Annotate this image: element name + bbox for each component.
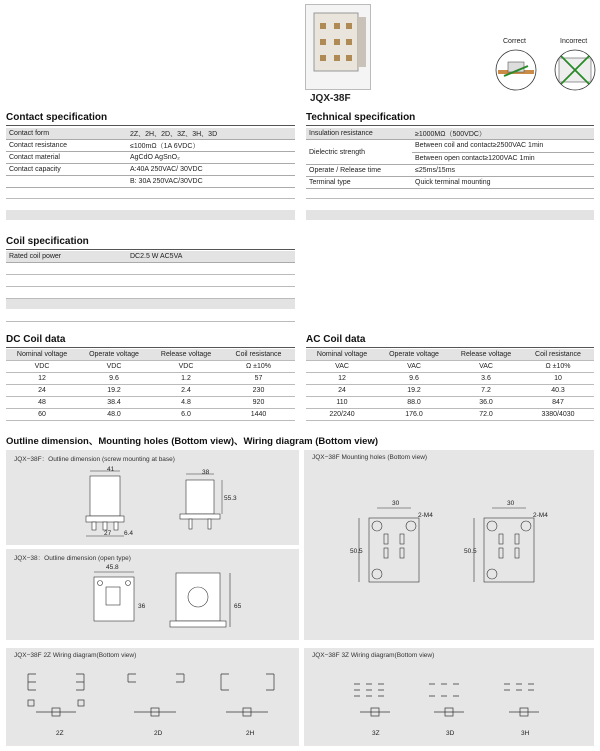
table-header: Nominal voltage Operate voltage Release voltage Coil resistance (6, 349, 295, 361)
ac-coil-title: AC Coil data (306, 334, 366, 345)
contact-spec-title: Contact specification (6, 112, 108, 123)
table-row: Between open contact≥1200VAC 1min (306, 152, 594, 165)
table-header: Nominal voltage Operate voltage Release voltage Coil resistance (306, 349, 594, 361)
dim-depth: 65 (234, 603, 242, 610)
table-row: 12 9.6 1.2 57 (6, 373, 295, 385)
product-model: JQX-38F (310, 93, 351, 104)
dim-base: 27 (104, 530, 112, 537)
mounting-holes-panel (304, 450, 594, 640)
table-row: Rated coil power DC2.5 W AC5VA (6, 251, 295, 263)
panel-caption: JQX−38F 3Z Wiring diagram(Bottom view) (312, 652, 435, 659)
dim-hole-spacing: 30 (392, 500, 400, 507)
incorrect-label: Incorrect (560, 38, 588, 45)
dim-hole-spacing: 30 (507, 500, 515, 507)
dim-hole-height: 50.5 (350, 548, 363, 555)
dc-coil-title: DC Coil data (6, 334, 66, 345)
ac-coil-table (306, 349, 594, 421)
outline-drawing (76, 464, 256, 544)
table-row: 110 88.0 36.0 847 (306, 397, 594, 409)
table-row: Contact capacity A:40A 250VAC/ 30VDC (6, 164, 295, 176)
technical-spec-title: Technical specification (306, 112, 416, 123)
dim-hole-height: 50.5 (464, 548, 477, 555)
panel-caption: JQX−38F 2Z Wiring diagram(Bottom view) (14, 652, 137, 659)
table-row: VDC VDC VDC Ω ±10% (6, 361, 295, 373)
open-type-panel (6, 549, 299, 640)
dim-thread: 2-M4 (418, 512, 433, 519)
table-row: 24 19.2 7.2 40.3 (306, 385, 594, 397)
table-row: 48 38.4 4.8 920 (6, 397, 295, 409)
dim-width: 45.8 (106, 564, 119, 571)
table-row: Operate / Release time ≤25ms/15ms (306, 165, 594, 177)
dc-coil-table (6, 349, 295, 421)
table-row: B: 30A 250VAC/30VDC (6, 176, 295, 188)
table-row: Terminal type Quick terminal mounting (306, 177, 594, 189)
outline-dimension-panel (6, 450, 299, 545)
table-row: 12 9.6 3.6 10 (306, 373, 594, 385)
table-row: 220/240 176.0 72.0 3380/4030 (306, 409, 594, 421)
wiring-label-2d: 2D (154, 730, 163, 737)
outline-title: Outline dimension、Mounting holes (Bottom view)、Wiring diagram (Bottom view) (6, 436, 378, 447)
technical-spec-table (306, 128, 594, 189)
product-photo (305, 4, 371, 90)
mounting-holes-drawing (344, 500, 564, 610)
panel-caption: JQX−38F：Outline dimension (screw mounting at base) (14, 456, 175, 463)
table-row: Dielectric strength Between coil and contact≥2500VAC 1min (306, 140, 594, 153)
incorrect-mounting-icon (553, 48, 597, 94)
wiring-label-3d: 3D (446, 730, 455, 737)
table-row: 60 48.0 6.0 1440 (6, 409, 295, 421)
panel-caption: JQX−38F Mounting holes (Bottom view) (312, 454, 428, 461)
contact-spec-table (6, 128, 295, 188)
dim-width: 41 (107, 466, 115, 473)
wiring-label-2h: 2H (246, 730, 255, 737)
dim-pitch: 6.4 (124, 530, 134, 537)
wiring-2z-drawing (16, 668, 291, 728)
coil-spec-title: Coil specification (6, 236, 89, 247)
wiring-3z-drawing (344, 678, 574, 728)
table-row: Contact material AgCdO AgSnO₂ (6, 152, 295, 164)
wiring-2z-panel (6, 648, 299, 746)
table-row: Contact resistance ≤100mΩ（1A 6VDC） (6, 140, 295, 152)
wiring-3z-panel (304, 648, 594, 746)
correct-mounting-icon (494, 48, 538, 94)
table-row: Contact form 2Z、2H、2D、3Z、3H、3D (6, 128, 295, 140)
correct-label: Correct (503, 38, 526, 45)
open-type-drawing (86, 563, 256, 639)
wiring-label-2z: 2Z (56, 730, 64, 737)
table-row: 24 19.2 2.4 230 (6, 385, 295, 397)
dim-height: 55.3 (224, 495, 237, 502)
table-row: Insulation resistance ≥1000MΩ（500VDC） (306, 128, 594, 140)
panel-caption: JQX−38：Outline dimension (open type) (14, 555, 131, 562)
table-row: VAC VAC VAC Ω ±10% (306, 361, 594, 373)
dim-depth: 38 (202, 469, 210, 476)
wiring-label-3z: 3Z (372, 730, 380, 737)
wiring-label-3h: 3H (521, 730, 530, 737)
dim-height: 36 (138, 603, 146, 610)
dim-thread: 2-M4 (533, 512, 548, 519)
coil-spec-table (6, 251, 295, 263)
